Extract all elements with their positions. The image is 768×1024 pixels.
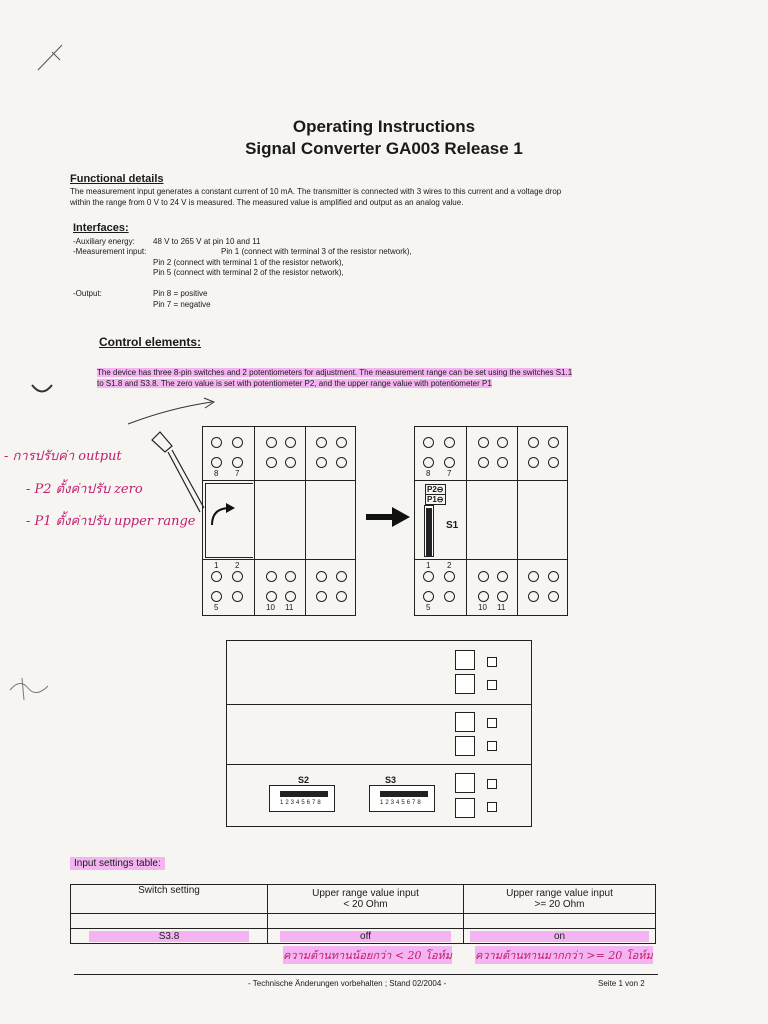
annotation-ge20: ความต้านทานมากกว่า >= 20 โอห์ม	[475, 946, 653, 964]
document-subtitle: Signal Converter GA003 Release 1	[245, 139, 523, 158]
terminal	[316, 571, 327, 582]
terminal	[316, 437, 327, 448]
terminal	[285, 571, 296, 582]
terminal	[548, 591, 559, 602]
pin-5-label: 5	[214, 603, 219, 612]
table-cell	[268, 914, 464, 929]
settings-panel-divider	[226, 764, 532, 765]
dip-switch-s2	[269, 785, 335, 812]
annotation-lt20: ความต้านทานน้อยกว่า < 20 โอห์ม	[283, 946, 452, 964]
footer-rule	[74, 974, 658, 975]
terminal	[336, 457, 347, 468]
potentiometer-p2: P2⊖	[427, 485, 444, 494]
pin-11-label: 11	[285, 603, 294, 612]
terminal	[316, 591, 327, 602]
terminal	[497, 591, 508, 602]
terminal	[211, 571, 222, 582]
meas-pin5: Pin 5 (connect with terminal 2 of the resistor network),	[153, 268, 344, 277]
dip-cell	[322, 791, 328, 797]
terminal	[497, 571, 508, 582]
settings-table	[70, 884, 656, 944]
interfaces-heading: Interfaces:	[73, 222, 129, 234]
terminal	[548, 457, 559, 468]
terminal	[211, 591, 222, 602]
pin-1-label: 1	[214, 561, 219, 570]
table-header-lt20	[268, 885, 464, 914]
functional-line-1: The measurement input generates a constant current of 10 mA. The transmitter is connected with 3 wires to this current and a voltage drop	[70, 187, 562, 196]
dip-switch-s1	[424, 505, 434, 557]
terminal	[232, 457, 243, 468]
control-line-2-text: to S1.8 and S3.8. The zero value is set with potentiometer P2, and the upper range value with potentiometer P1	[97, 379, 492, 388]
annotation-p2: - P2 ตั้งค่าปรับ zero	[26, 482, 143, 497]
terminal	[232, 591, 243, 602]
annotation-p1: - P1 ตั้งค่าปรับ upper range	[26, 514, 196, 529]
control-heading: Control elements:	[99, 335, 202, 349]
terminal	[423, 571, 434, 582]
footer-note: - Technische Änderungen vorbehalten ; Stand 02/2004 -	[248, 979, 447, 988]
dip-switch-s3	[369, 785, 435, 812]
terminal	[497, 437, 508, 448]
dip-cell	[422, 791, 428, 797]
page-number: Seite 1 von 2	[598, 979, 645, 988]
terminal	[232, 571, 243, 582]
functional-heading: Functional details	[70, 173, 164, 185]
terminal	[266, 457, 277, 468]
terminal	[266, 571, 277, 582]
table-cell	[71, 914, 268, 929]
terminal	[548, 437, 559, 448]
switch-s2-label: S2	[298, 775, 310, 785]
switch-s1-label: S1	[446, 520, 459, 531]
terminal	[528, 591, 539, 602]
terminal	[497, 457, 508, 468]
annotation-output: - การปรับค่า output	[4, 449, 122, 464]
terminal	[336, 437, 347, 448]
dip-cell	[426, 550, 432, 556]
header-ge20-line1: Upper range value input	[506, 888, 613, 899]
table-cell-on	[464, 929, 656, 944]
terminal	[478, 571, 489, 582]
setting-checkbox	[487, 779, 497, 789]
header-ge20-line2: >= 20 Ohm	[534, 899, 585, 910]
setting-box	[455, 736, 475, 756]
terminal	[266, 591, 277, 602]
terminal	[285, 457, 296, 468]
settings-panel-divider	[226, 704, 532, 705]
header-lt20-line1: Upper range value input	[312, 888, 419, 899]
table-cell	[464, 914, 656, 929]
output-pin8: Pin 8 = positive	[153, 289, 208, 298]
pin-7-label: 7	[235, 469, 240, 478]
setting-box	[455, 674, 475, 694]
aux-label: -Auxiliary energy:	[73, 237, 135, 246]
terminal	[528, 437, 539, 448]
terminal	[211, 437, 222, 448]
table-header-switch: Switch setting	[71, 885, 268, 914]
dip-numbers: 12345678	[280, 800, 323, 806]
pin-10-label: 10	[266, 603, 275, 612]
pin-1-label: 1	[426, 561, 431, 570]
header-lt20-line2: < 20 Ohm	[343, 899, 388, 910]
setting-checkbox	[487, 657, 497, 667]
terminal	[211, 457, 222, 468]
terminal	[423, 591, 434, 602]
pin-10-label: 10	[478, 603, 487, 612]
row-label-text: S3.8	[89, 931, 250, 942]
pin-2-label: 2	[235, 561, 240, 570]
terminal	[423, 457, 434, 468]
terminal	[285, 437, 296, 448]
dip-numbers: 12345678	[380, 800, 423, 806]
meas-pin2: Pin 2 (connect with terminal 1 of the resistor network),	[153, 258, 344, 267]
terminal	[478, 437, 489, 448]
table-label: Input settings table:	[70, 857, 165, 870]
setting-box	[455, 712, 475, 732]
pin-11-label: 11	[497, 603, 506, 612]
module-left-window	[205, 483, 253, 558]
pin-5-label: 5	[426, 603, 431, 612]
switch-s3-label: S3	[385, 775, 397, 785]
document-title: Operating Instructions	[292, 117, 476, 136]
setting-checkbox	[487, 802, 497, 812]
terminal	[423, 437, 434, 448]
setting-box	[455, 650, 475, 670]
setting-box	[455, 798, 475, 818]
terminal	[266, 437, 277, 448]
setting-checkbox	[487, 718, 497, 728]
terminal	[444, 571, 455, 582]
terminal	[444, 437, 455, 448]
terminal	[285, 591, 296, 602]
setting-checkbox	[487, 741, 497, 751]
table-cell-off	[268, 929, 464, 944]
functional-line-2: within the range from 0 V to 24 V is measured. The measured value is amplified and output as an analog value.	[70, 198, 464, 207]
output-pin7: Pin 7 = negative	[153, 300, 211, 309]
terminal	[316, 457, 327, 468]
cell-off-text: off	[280, 931, 451, 942]
control-line-1-text: The device has three 8-pin switches and 2 potentiometers for adjustment. The measurement range can be set using the switches S1.1	[97, 368, 573, 377]
terminal	[478, 457, 489, 468]
pin-7-label: 7	[447, 469, 452, 478]
output-label: -Output:	[73, 289, 102, 298]
terminal	[528, 571, 539, 582]
meas-label: -Measurement input:	[73, 247, 147, 256]
aux-value: 48 V to 265 V at pin 10 and 11	[153, 237, 261, 246]
terminal	[478, 591, 489, 602]
potentiometer-p1: P1⊖	[427, 495, 444, 504]
terminal	[528, 457, 539, 468]
terminal	[232, 437, 243, 448]
setting-box	[455, 773, 475, 793]
pin-8-label: 8	[426, 469, 431, 478]
pin-8-label: 8	[214, 469, 219, 478]
table-header-ge20	[464, 885, 656, 914]
cell-on-text: on	[470, 931, 649, 942]
meas-pin1: Pin 1 (connect with terminal 3 of the resistor network),	[221, 247, 412, 256]
terminal	[548, 571, 559, 582]
pin-2-label: 2	[447, 561, 452, 570]
terminal	[336, 571, 347, 582]
terminal	[336, 591, 347, 602]
terminal	[444, 591, 455, 602]
terminal	[444, 457, 455, 468]
table-row-label	[71, 929, 268, 944]
setting-checkbox	[487, 680, 497, 690]
